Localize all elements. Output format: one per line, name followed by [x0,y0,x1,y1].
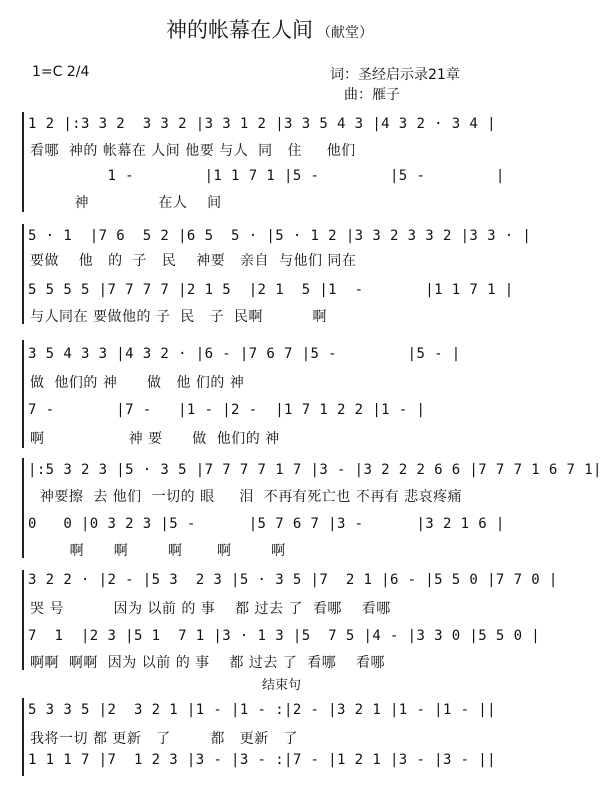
lyricist: 词：圣经启示录21章 [330,67,460,83]
system-bracket [22,458,24,558]
notation-row: 1 - |1 1 7 1 |5 - |5 - | [28,168,505,184]
notation-row: 0 0 |0 3 2 3 |5 - |5 7 6 7 |3 - |3 2 1 6 | [28,516,505,532]
lyric-row: 与人同在 要做他的 子 民 子 民啊 啊 [30,309,328,325]
notation-row: 1 1 1 7 |7 1 2 3 |3 - |3 - :|7 - |1 2 1 |3 - |3 - || [28,752,496,768]
lyric-row: 看哪 神的 帐幕在 人间 他要 与人 同 住 他们 [30,143,356,159]
page-title [0,14,539,44]
system-bracket [22,340,24,448]
lyric-row: 神 在人 间 [30,195,222,211]
lyric-row: 神要擦 去 他们 一切的 眼 泪 不再有死亡也 不再有 悲哀疼痛 [30,489,463,505]
lyric-row: 啊啊 啊啊 因为 以前 的 事 都 过去 了 看哪 看哪 [30,655,386,671]
notation-row: |:5 3 2 3 |5 · 3 5 |7 7 7 7 1 7 |3 - |3 2 2 2 6 6 |7 7 7 1 6 7 1| [28,462,602,478]
notation-row: 3 5 4 3 3 |4 3 2 · |6 - |7 6 7 |5 - |5 - | [28,346,461,362]
composer: 曲：雁子 [344,87,400,103]
lyric-row: 要做 他 的 子 民 神要 亲自 与他们 同在 [30,253,357,269]
notation-row: 7 - |7 - |1 - |2 - |1 7 1 2 2 |1 - | [28,402,426,418]
lyric-row: 做 他们的 神 做 他 们的 神 [30,375,245,391]
notation-row: 1 2 |:3 3 2 3 3 2 |3 3 1 2 |3 3 5 4 3 |4 3 2 · 3 4 | [28,116,496,132]
song-subtitle: （献堂） [317,25,373,41]
lyric-row: 啊 啊 啊 啊 啊 [30,543,286,559]
lyric-row: 哭 号 因为 以前 的 事 都 过去 了 看哪 看哪 [30,601,391,617]
notation-row: 5 5 5 5 |7 7 7 7 |2 1 5 |2 1 5 |1 - |1 1 7 1 | [28,282,514,298]
system-bracket [22,570,24,670]
system-bracket [22,698,24,776]
lyric-row: 我将一切 都 更新 了 都 更新 了 [30,731,299,747]
notation-row: 5 · 1 |7 6 5 2 |6 5 5 · |5 · 1 2 |3 3 2 3 3 2 |3 3 · | [28,228,532,244]
key-signature: 1=C 2/4 [32,64,90,80]
notation-row: 3 2 2 · |2 - |5 3 2 3 |5 · 3 5 |7 2 1 |6 - |5 5 0 |7 7 0 | [28,572,558,588]
ending-label: 结束句 [262,678,302,693]
notation-row: 5 3 3 5 |2 3 2 1 |1 - |1 - :|2 - |3 2 1 |1 - |1 - || [28,702,496,718]
song-title: 神的帐幕在人间 [166,18,313,42]
system-bracket [22,224,24,324]
system-bracket [22,112,24,212]
notation-row: 7 1 |2 3 |5 1 7 1 |3 · 1 3 |5 7 5 |4 - |3 3 0 |5 5 0 | [28,628,541,644]
lyric-row: 啊 神 要 做 他们的 神 [30,431,280,447]
